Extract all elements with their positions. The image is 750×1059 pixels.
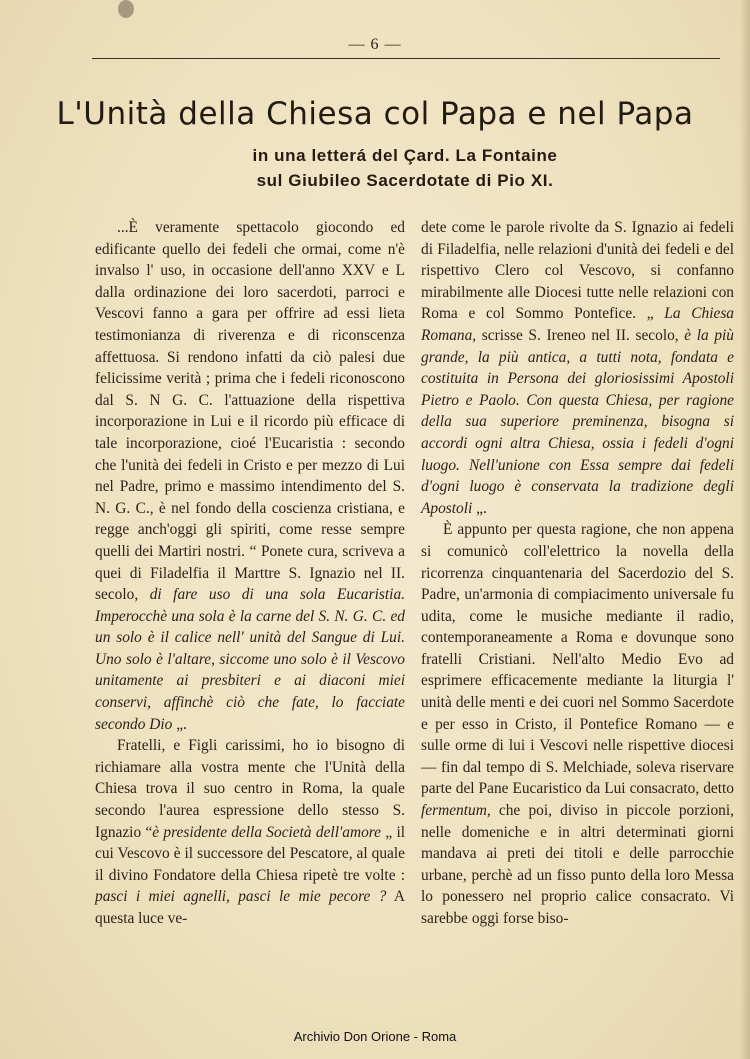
ink-stain bbox=[118, 0, 134, 18]
right-p2-text-b: che poi, diviso in piccole porzioni, nelle domeniche e in altri determinati giorni mandava ai preti dei titoli e delle parrocchie urbane, perchè ad un fisso punto della loro Messa lo ponessero nel proprio calice consacrato. Vi sarebbe oggi forse biso- bbox=[421, 802, 734, 927]
archive-footer: Archivio Don Orione - Roma bbox=[293, 1029, 457, 1044]
page-number: — 6 — bbox=[348, 36, 402, 53]
header-rule bbox=[92, 58, 720, 59]
left-p2-italic-1: è presidente della Società dell'amore bbox=[152, 823, 382, 841]
right-paragraph-2 bbox=[421, 519, 734, 929]
right-p1-italic-1: La Chiesa Romana, bbox=[421, 305, 735, 344]
article-subtitle-line2: sul Giubileo Sacerdotate di Pio XI. bbox=[256, 171, 554, 190]
left-p2-text-b: „ il cui Vescovo è il successore del Pescatore, al quale il divino Fondatore della Chiesa ripetè tre volte : bbox=[95, 823, 405, 884]
right-p1-text-a: dete come le parole rivolte da S. Ignazio ai fedeli di Filadelfia, nelle relazioni d'unità dei fedeli e del rispettivo Clero col Vescovo, si confanno mirabilmente alle Diocesi tutte nelle relazioni con Roma e col Sommo Pontefice. „ bbox=[421, 219, 734, 323]
right-p2-italic: fermentum, bbox=[421, 802, 491, 820]
left-column bbox=[95, 217, 405, 930]
left-p1-italic-quote: di fare uso di una sola Eucaristia. Imperocchè una sola è la carne del S. N. G. C. ed un solo è il calice nell' unità del Sangue di Lui. Uno solo è l'altare, siccome uno solo è il Vescovo unitamente ai presbiteri e ai diaconi miei conservi, affinchè ciò che fate, lo facciate secondo Dio bbox=[95, 586, 405, 733]
left-p1-text: ...È veramente spettacolo giocondo ed edificante quello dei fedeli che ormai, come n'è invalso l' uso, in occasione dell'anno XXV e L dalla ordinazione dei loro sacerdoti, parroci e Vescovi fanno a gara per offrire ad essi lieta testimonianza di riverenza e di riconscenza affettuosa. Si rendono infatti da ciò palesi due felicissime verità ; prima che i fedeli riconoscono dal S. N G. C. l'attuazione della rispettiva incorporazione in Lui e il ricordo più efficace di tale incorporazione, cioé l'Eucaristia : secondo che l'unità dei fedeli in Cristo e per mezzo di Lui nel Padre, primo e massimo intendimento del S. N. G. C., è nel fondo della coscienza cristiana, e regge anch'oggi gli spiriti, come resse sempre quelli dei Martiri nostri. “ Ponete cura, scriveva a quei di Filadelfia il Marttre S. Ignazio nel II. secolo, bbox=[95, 219, 405, 604]
article-title: L'Unità della Chiesa col Papa e nel Papa bbox=[56, 96, 694, 132]
left-p1-end: „. bbox=[172, 715, 187, 733]
left-paragraph-2 bbox=[95, 735, 405, 929]
left-paragraph-1 bbox=[95, 217, 405, 735]
right-paragraph-1 bbox=[421, 217, 734, 519]
left-p2-italic-2: pasci i miei agnelli, pasci le mie pecore ? bbox=[95, 888, 387, 906]
left-p2-text-a: Fratelli, e Figli carissimi, ho io bisogno di richiamare alla vostra mente che l'Unità della Chiesa trova il suo centro in Roma, la quale secondo l'aurea espressione dello stesso S. Ignazio “ bbox=[95, 737, 405, 841]
right-p1-italic-2: è la più grande, la più antica, a tutti nota, fondata e costituita in Persona dei gloriosissimi Apostoli Pietro e Paolo. Con questa Chiesa, per ragione della sua superiore preminenza, bisogna si accordi ogni altra Chiesa, ossia i fedeli d'ogni luogo. Nell'unione con Essa sempre dai fedeli d'ogni luogo è conservata la tradizione degli Apostoli bbox=[421, 326, 734, 517]
article-subtitle-line1: in una letterá del Çard. La Fontaine bbox=[252, 146, 558, 165]
left-p2-text-c: A questa luce ve- bbox=[95, 888, 405, 927]
right-p1-text-c: „. bbox=[472, 499, 487, 517]
right-column bbox=[421, 217, 734, 930]
right-p2-text-a: È appunto per questa ragione, che non appena si comunicò coll'elettrico la novella della ricorrenza cinquantenaria del Sacerdozio del S. Padre, un'armonia di compiacimento universale fu udita, come le musiche mediante il radio, contemporaneamente a Roma e dovunque sono fratelli Cristiani. Nell'alto Medio Evo ad esprimere efficacemente mediante la liturgia l' unità delle menti e dei cuori nel Sommo Sacerdote e per esso in Cristo, il Pontefice Romano — e sulle orme di lui i Vescovi nelle rispettive diocesi — fin dal tempo di S. Melchiade, soleva riservare parte del Pane Eucaristico da Lui consacrato, detto bbox=[421, 521, 734, 798]
right-p1-text-b: scrisse S. Ireneo nel II. secolo, bbox=[476, 326, 679, 344]
